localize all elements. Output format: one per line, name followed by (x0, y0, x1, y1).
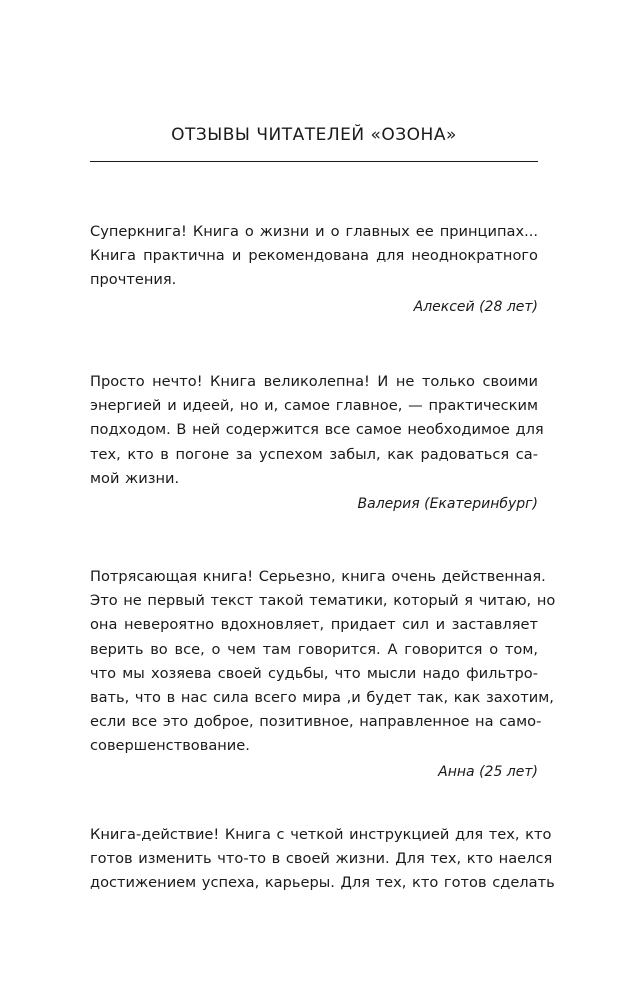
review-line: прочтения. (90, 271, 177, 289)
review-line: верить во все, о чем там говорится. А говорится о том, (90, 640, 538, 658)
review-line: если все это доброе, позитивное, направленное на само- (90, 713, 542, 731)
review-text (90, 565, 556, 759)
review-text (90, 220, 538, 293)
review-line: Книга практична и рекомендована для неоднократного (90, 247, 538, 265)
review-line: подходом. В ней содержится все самое необходимое для (90, 421, 544, 439)
review-line: энергией и идеей, но и, самое главное, — практическим (90, 397, 538, 415)
review-line: готов изменить что-то в своей жизни. Для тех, кто наелся (90, 850, 553, 868)
review-2 (90, 370, 544, 516)
review-line: Суперкнига! Книга о жизни и о главных ее принципах... (90, 223, 538, 240)
review-3 (90, 565, 556, 784)
page-title: ОТЗЫВЫ ЧИТАТЕЛЕЙ «ОЗОНА» (171, 125, 457, 145)
review-line: Потрясающая книга! Серьезно, книга очень действенная. (90, 568, 546, 585)
review-author: Валерия (Екатеринбург) (357, 496, 538, 513)
review-1 (90, 220, 538, 319)
review-author: Алексей (28 лет) (413, 298, 538, 315)
review-text (90, 370, 544, 491)
review-line: она невероятно вдохновляет, придает сил и заставляет (90, 616, 538, 634)
review-line: Книга-действие! Книга с четкой инструкцией для тех, кто (90, 826, 552, 843)
review-author: Анна (25 лет) (438, 763, 538, 780)
review-line: Это не первый текст такой тематики, который я читаю, но (90, 592, 556, 610)
review-line: вать, что в нас сила всего мира ,и будет так, как захотим, (90, 689, 554, 707)
review-4 (90, 823, 555, 896)
review-line: совершенствование. (90, 737, 250, 755)
review-line: что мы хозяева своей судьбы, что мысли надо фильтро- (90, 664, 538, 682)
review-text (90, 823, 555, 896)
review-line: Просто нечто! Книга великолепна! И не только своими (90, 373, 538, 390)
review-line: мой жизни. (90, 469, 180, 487)
title-divider (90, 161, 538, 162)
review-line: достижением успеха, карьеры. Для тех, кто готов сделать (90, 874, 555, 892)
review-line: тех, кто в погоне за успехом забыл, как радоваться са- (90, 445, 538, 463)
